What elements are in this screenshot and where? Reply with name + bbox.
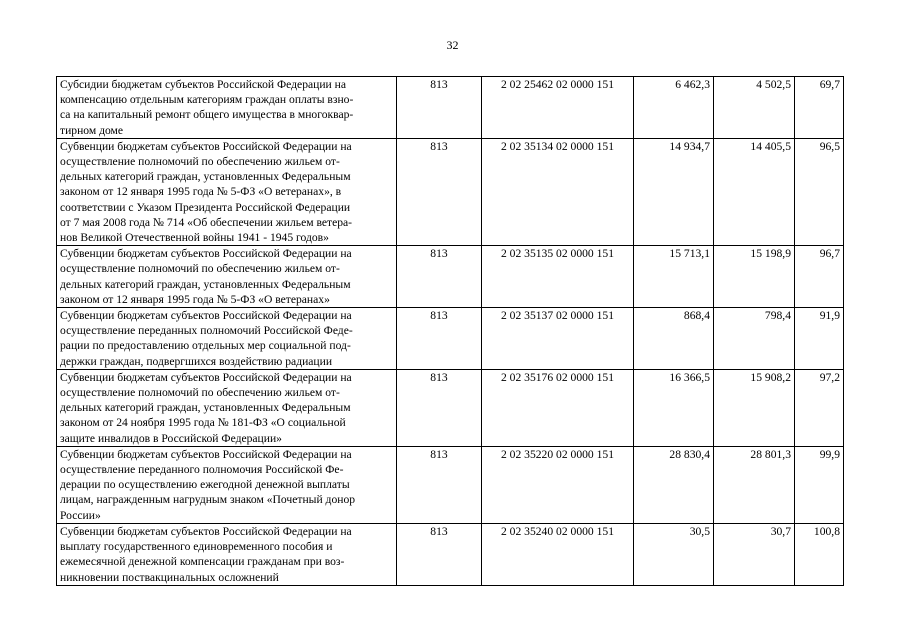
admin-code: 813 (397, 523, 482, 585)
row-description (57, 369, 397, 446)
actual-amount: 798,4 (714, 308, 795, 370)
budget-classification-code: 2 02 35135 02 0000 151 (482, 246, 634, 308)
description-line: нов Великой Отечественной войны 1941 - 1945 годов» (60, 231, 329, 245)
execution-percent: 96,5 (795, 138, 844, 245)
description-line: Субвенции бюджетам субъектов Российской Федерации на (60, 247, 352, 261)
admin-code: 813 (397, 77, 482, 139)
admin-code: 813 (397, 246, 482, 308)
description-line: выплату государственного единовременного пособия и (60, 540, 333, 554)
planned-amount: 28 830,4 (634, 446, 714, 523)
budget-classification-code: 2 02 35137 02 0000 151 (482, 308, 634, 370)
execution-percent: 69,7 (795, 77, 844, 139)
table-row (57, 446, 844, 523)
actual-amount: 14 405,5 (714, 138, 795, 245)
description-line: законом от 24 ноября 1995 года № 181-ФЗ «О социальной (60, 416, 346, 430)
description-line: рации по предоставлению отдельных мер социальной под- (60, 339, 351, 353)
execution-percent: 100,8 (795, 523, 844, 585)
actual-amount: 15 198,9 (714, 246, 795, 308)
description-line: Субвенции бюджетам субъектов Российской Федерации на (60, 139, 352, 153)
admin-code: 813 (397, 138, 482, 245)
description-line: защите инвалидов в Российской Федерации» (60, 431, 282, 445)
description-line: тирном доме (60, 123, 124, 137)
description-line: соответствии с Указом Президента Российской Федерации (60, 200, 351, 214)
execution-percent: 97,2 (795, 369, 844, 446)
description-line: России» (60, 508, 101, 522)
planned-amount: 16 366,5 (634, 369, 714, 446)
description-line: компенсацию отдельным категориям граждан оплаты взно- (60, 93, 354, 107)
actual-amount: 30,7 (714, 523, 795, 585)
budget-table-body (57, 77, 844, 586)
actual-amount: 28 801,3 (714, 446, 795, 523)
planned-amount: 6 462,3 (634, 77, 714, 139)
description-line: законом от 12 января 1995 года № 5-ФЗ «О ветеранах», в (60, 185, 342, 199)
description-line: осуществление полномочий по обеспечению жильем от- (60, 386, 340, 400)
execution-percent: 96,7 (795, 246, 844, 308)
row-description (57, 308, 397, 370)
description-line: осуществление переданных полномочий Российской Феде- (60, 324, 353, 338)
row-description (57, 138, 397, 245)
row-description (57, 246, 397, 308)
table-row (57, 138, 844, 245)
execution-percent: 91,9 (795, 308, 844, 370)
description-line: ежемесячной денежной компенсации гражданам при воз- (60, 555, 345, 569)
budget-classification-code: 2 02 35176 02 0000 151 (482, 369, 634, 446)
description-line: Субвенции бюджетам субъектов Российской Федерации на (60, 309, 352, 323)
description-line: дельных категорий граждан, установленных Федеральным (60, 170, 351, 184)
budget-table (56, 76, 844, 586)
table-row (57, 523, 844, 585)
description-line: никновении поствакцинальных осложнений (60, 570, 279, 584)
table-row (57, 308, 844, 370)
description-line: Субсидии бюджетам субъектов Российской Федерации на (60, 78, 346, 91)
table-row (57, 369, 844, 446)
actual-amount: 4 502,5 (714, 77, 795, 139)
admin-code: 813 (397, 446, 482, 523)
planned-amount: 30,5 (634, 523, 714, 585)
description-line: Субвенции бюджетам субъектов Российской Федерации на (60, 524, 352, 538)
row-description (57, 523, 397, 585)
description-line: дерации по осуществлению ежегодной денежной выплаты (60, 478, 350, 492)
row-description (57, 77, 397, 139)
budget-classification-code: 2 02 35220 02 0000 151 (482, 446, 634, 523)
planned-amount: 868,4 (634, 308, 714, 370)
row-description (57, 446, 397, 523)
execution-percent: 99,9 (795, 446, 844, 523)
page-number: 32 (446, 38, 459, 52)
description-line: лицам, награжденным нагрудным знаком «Почетный донор (60, 493, 356, 507)
description-line: дельных категорий граждан, установленных Федеральным (60, 401, 351, 415)
planned-amount: 14 934,7 (634, 138, 714, 245)
budget-classification-code: 2 02 35134 02 0000 151 (482, 138, 634, 245)
admin-code: 813 (397, 369, 482, 446)
admin-code: 813 (397, 308, 482, 370)
description-line: от 7 мая 2008 года № 714 «Об обеспечении жильем ветера- (60, 215, 353, 229)
description-line: дельных категорий граждан, установленных Федеральным (60, 277, 351, 291)
table-row (57, 246, 844, 308)
description-line: осуществление полномочий по обеспечению жильем от- (60, 155, 340, 169)
table-row (57, 77, 844, 139)
description-line: са на капитальный ремонт общего имущества в многоквар- (60, 108, 354, 122)
description-line: держки граждан, подвергшихся воздействию радиации (60, 354, 333, 368)
description-line: Субвенции бюджетам субъектов Российской Федерации на (60, 370, 352, 384)
description-line: Субвенции бюджетам субъектов Российской Федерации на (60, 447, 352, 461)
planned-amount: 15 713,1 (634, 246, 714, 308)
budget-classification-code: 2 02 25462 02 0000 151 (482, 77, 634, 139)
actual-amount: 15 908,2 (714, 369, 795, 446)
description-line: законом от 12 января 1995 года № 5-ФЗ «О ветеранах» (60, 292, 330, 306)
budget-classification-code: 2 02 35240 02 0000 151 (482, 523, 634, 585)
description-line: осуществление полномочий по обеспечению жильем от- (60, 262, 340, 276)
description-line: осуществление переданного полномочия Российской Фе- (60, 463, 344, 477)
